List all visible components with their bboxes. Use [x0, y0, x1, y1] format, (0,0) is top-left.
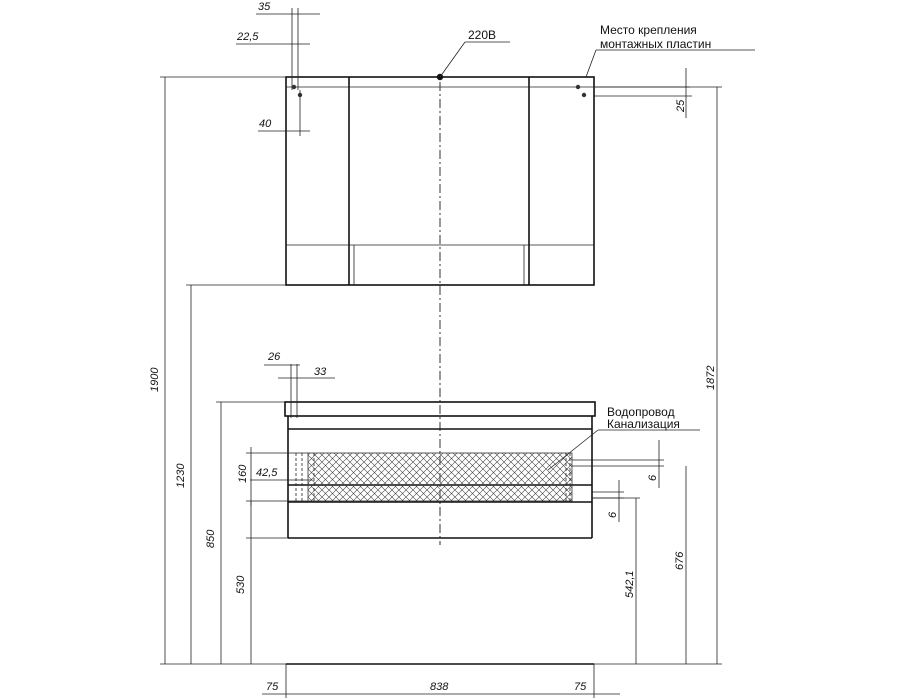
sewer-label: Канализация [607, 417, 680, 431]
bottom-dimensions [262, 664, 620, 698]
dim-75-right: 75 [574, 681, 587, 693]
dim-1872: 1872 [705, 365, 717, 390]
dim-25: 25 [675, 99, 687, 112]
mount-label-line1: Место крепления [600, 23, 697, 37]
dim-1230: 1230 [175, 463, 187, 488]
dim-676: 676 [674, 551, 686, 570]
dim-850: 850 [205, 529, 217, 548]
water-supply-label: Водопровод [607, 405, 675, 419]
power-label: 220В [468, 28, 497, 42]
dim-35: 35 [258, 1, 271, 13]
vertical-dimensions [149, 77, 722, 664]
mount-point-right [576, 85, 580, 89]
mount-label-line2: монтажных пластин [600, 37, 712, 51]
mount-point-left [292, 85, 296, 89]
dim-22-5: 22,5 [237, 31, 259, 43]
dim-838: 838 [430, 681, 449, 693]
mirror-cabinet [236, 1, 755, 285]
dim-6-top: 6 [647, 474, 659, 481]
dim-530: 530 [235, 575, 247, 594]
dim-1900: 1900 [149, 367, 161, 392]
dim-40: 40 [259, 118, 272, 130]
dim-42-5: 42,5 [256, 467, 278, 479]
plumbing-zone-hatch [308, 453, 572, 501]
vanity-cabinet [237, 351, 700, 538]
dim-6-bottom: 6 [607, 511, 619, 518]
dim-33: 33 [314, 366, 327, 378]
dim-542-1: 542,1 [624, 570, 636, 598]
dim-160: 160 [237, 464, 249, 483]
dim-75-left: 75 [266, 681, 279, 693]
dim-26: 26 [268, 351, 281, 363]
